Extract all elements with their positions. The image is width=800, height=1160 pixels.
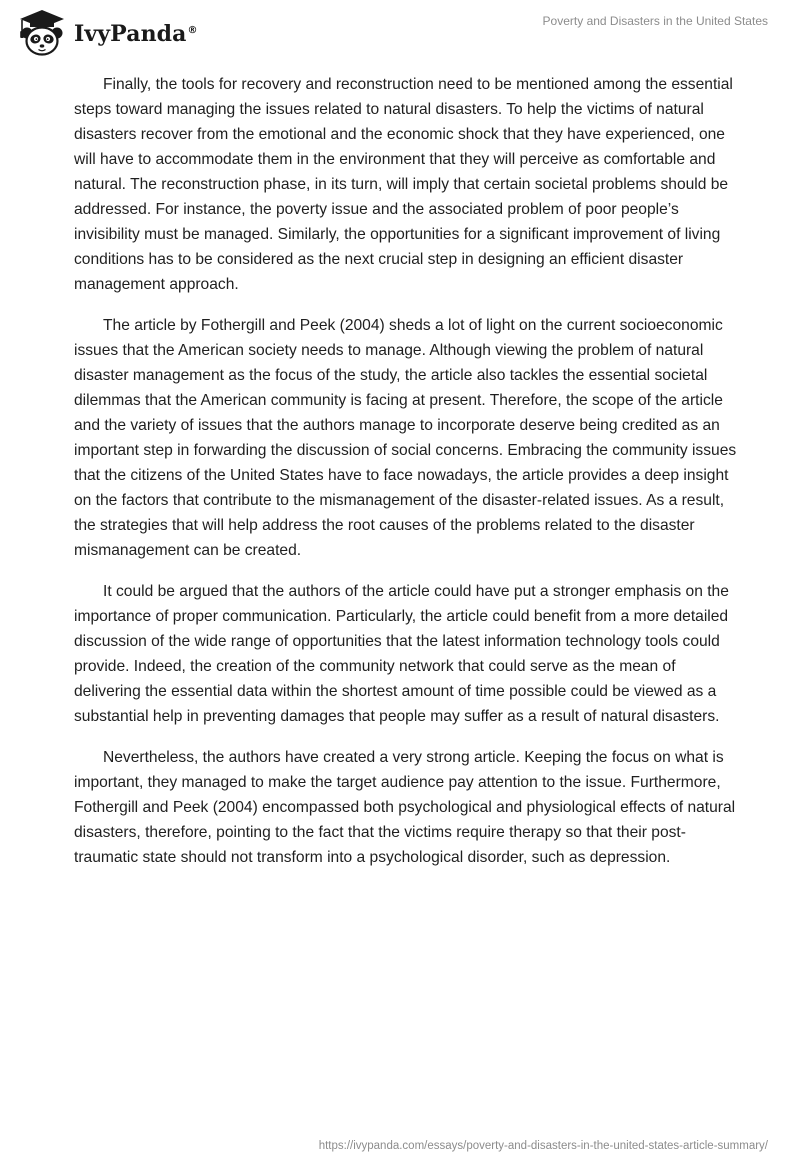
brand-logo[interactable]	[14, 8, 198, 58]
paragraph-critique-communication: It could be argued that the authors of the article could have put a stronger emphasis on the importance of proper communication. Particularly, the article could benefit from a more detailed discussion of the wide range of opportunities that the latest information technology tools could provide. Indeed, the creation of the community network that could serve as the mean of delivering the essential data within the shortest amount of time possible could be viewed as a substantial help in preventing damages that people may suffer as a result of natural disasters.	[74, 583, 729, 725]
registered-mark: ®	[187, 24, 198, 36]
document-title: Poverty and Disasters in the United States	[542, 14, 768, 28]
essay-body	[74, 72, 744, 886]
paragraph-conclusion: Nevertheless, the authors have created a very strong article. Keeping the focus on what is important, they managed to make the target audience pay attention to the issue. Furthermore, Fothergill and Peek (2004) encompassed both psychological and physiological effects of natural disasters, therefore, pointing to the fact that the victims require therapy so that their post-traumatic state should not transform into a psychological disorder, such as depression.	[74, 749, 736, 866]
paragraph-recovery-reconstruction: Finally, the tools for recovery and reconstruction need to be mentioned among the essential steps toward managing the issues related to natural disasters. To help the victims of natural disasters recover from the emotional and the economic shock that they have experienced, one will have to accommodate them in the environment that they will perceive as comfortable and natural. The reconstruction phase, in its turn, will imply that certain societal problems should be addressed. For instance, the poverty issue and the associated problem of poor people’s invisibility must be managed. Similarly, the opportunities for a significant improvement of living conditions has to be considered as the next crucial step in designing an efficient disaster management approach.	[74, 76, 733, 293]
paragraph-article-overview: The article by Fothergill and Peek (2004) sheds a lot of light on the current socioeconomic issues that the American society needs to manage. Although viewing the problem of natural disaster management as the focus of the study, the article also tackles the essential societal dilemmas that the American community is facing at present. Therefore, the scope of the article and the variety of issues that the authors manage to incorporate deserve being credited as an important step in forwarding the discussion of social concerns. Embracing the community issues that the citizens of the United States have to face nowadays, the article provides a deep insight on the factors that contribute to the mismanagement of the disaster-related issues. As a result, the strategies that will help address the root causes of the problems related to the disaster mismanagement can be created.	[74, 317, 737, 559]
brand-name: IvyPanda®	[74, 21, 198, 47]
panda-graduate-icon	[14, 8, 70, 58]
page-header	[0, 0, 800, 70]
source-url[interactable]: https://ivypanda.com/essays/poverty-and-disasters-in-the-united-states-article-summary/	[318, 1140, 768, 1152]
